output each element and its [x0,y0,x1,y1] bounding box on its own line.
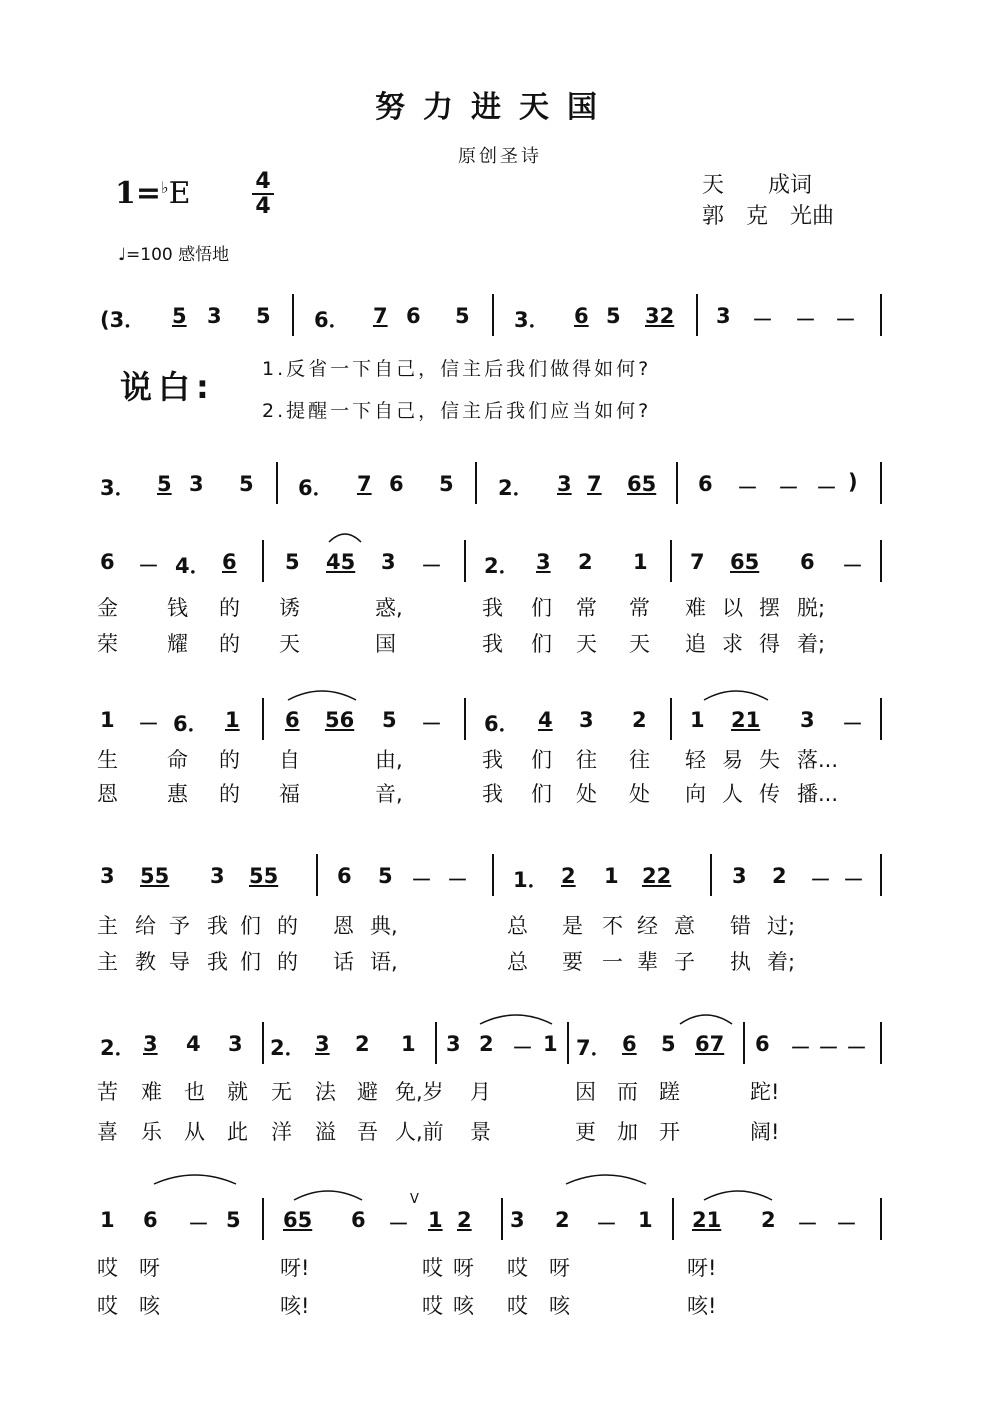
lyric: 哎 [507,1294,528,1318]
lyric: 话 [333,950,354,974]
lyric: 我 [482,748,503,772]
note: 1 [100,708,115,732]
note: 2． [100,1036,136,1060]
note: 65 [627,472,657,496]
note: 67 [695,1032,725,1056]
lyric: 而 [617,1080,638,1104]
dash: － [842,554,863,578]
note: 6 [698,472,713,496]
dash: － [411,868,432,892]
note: 2 [578,550,593,574]
dash: － [835,308,856,332]
composer-credit: 郭 克 光曲 [702,204,835,229]
lyric: 开 [659,1120,680,1144]
note: 1 [543,1032,558,1056]
lyric: 易 [722,748,743,772]
lyric: 以 [722,596,743,620]
lyric: 洋 [271,1120,292,1144]
note: 5 [606,304,621,328]
note: 5 [256,304,271,328]
note: 6 [406,304,421,328]
note: 6 [143,1208,158,1232]
note: 1 [690,708,705,732]
dash: － [842,712,863,736]
lyric: 教 [135,950,156,974]
lyric: 的 [219,748,240,772]
note: 4 [186,1032,201,1056]
lyric: 惠 [167,782,188,806]
note: 21 [731,708,761,732]
lyric: 错 [730,914,751,938]
lyric: 因 [575,1080,596,1104]
note: 6 [574,304,589,328]
lyric: 的 [219,632,240,656]
note: 1． [513,868,549,892]
lyric: 追 [685,632,706,656]
note: 3 [189,472,204,496]
lyric: 加 [617,1120,638,1144]
slur [562,1170,650,1188]
lyric: 常 [576,596,597,620]
note: 6． [314,308,350,332]
lyric: 哎 [422,1294,443,1318]
lyric: 呀! [280,1256,310,1280]
dash: － [421,554,442,578]
lyric: 摆 [759,596,780,620]
lyric: 蹉 [659,1080,680,1104]
note: 1 [633,550,648,574]
speech-label: 说白: [120,368,215,406]
slur [676,1010,736,1028]
lyric: 意 [674,914,695,938]
dash: － [795,308,816,332]
lyric: 传 [759,782,780,806]
note: 5 [172,304,187,328]
lyric: 的 [219,596,240,620]
note: 2． [270,1036,306,1060]
note: 56 [325,708,355,732]
note: 65 [283,1208,313,1232]
tempo-marking: ♩=100 感悟地 [118,245,230,265]
dash: － [596,1212,617,1236]
lyric: 惑, [375,596,403,620]
lyric: 总 [507,950,528,974]
lyric: 福 [279,782,300,806]
note: 1 [100,1208,115,1232]
note: 6 [800,550,815,574]
lyric: 我 [207,950,228,974]
lyric: 呀 [453,1256,474,1280]
lyric: 咳 [549,1294,570,1318]
breath-mark: V [410,1192,419,1207]
lyric: 语, [370,950,398,974]
time-signature: 4 4 [252,170,274,218]
note: 1 [428,1208,443,1232]
song-title: 努力进天国 [375,90,615,125]
lyric: 呀 [549,1256,570,1280]
lyric: 失 [759,748,780,772]
lyric: 无 [271,1080,292,1104]
lyric: 也 [184,1080,205,1104]
dash: － [138,554,159,578]
dash: － [816,476,837,500]
lyric: 哎 [422,1256,443,1280]
lyric: 予 [169,914,190,938]
note: 22 [642,864,672,888]
lyric: 国 [375,632,396,656]
lyric: 天 [576,632,597,656]
dash: － [843,868,864,892]
note: 7 [690,550,705,574]
lyric: 生 [97,748,118,772]
lyric: 给 [135,914,156,938]
lyric: 诱 [279,596,300,620]
lyric: 喜 [97,1120,118,1144]
lyric: 恩 [333,914,354,938]
note: 3 [210,864,225,888]
speech-line-1: 1.反省一下自己，信主后我们做得如何? [262,358,652,380]
note: 3 [716,304,731,328]
note: 5 [285,550,300,574]
note: 6 [222,550,237,574]
lyric: 主 [97,950,118,974]
dash: － [810,868,831,892]
lyric: 着; [767,950,796,974]
lyric: 子 [674,950,695,974]
note: 3． [100,476,136,500]
lyric: 脱; [797,596,826,620]
lyric: 我 [482,782,503,806]
lyric: 往 [629,748,650,772]
note: 2． [498,476,534,500]
note: 6 [285,708,300,732]
lyric: 们 [531,782,552,806]
lyric: 向 [685,782,706,806]
slur [284,686,360,704]
note: 7 [357,472,372,496]
note: 2． [484,554,520,578]
lyric: 免,岁 [395,1080,444,1104]
note: 3 [579,708,594,732]
lyric: 经 [637,914,658,938]
note: 5 [455,304,470,328]
lyric: 就 [227,1080,248,1104]
dash: － [778,476,799,500]
lyric: 我 [482,596,503,620]
lyric: 此 [227,1120,248,1144]
lyric: 难 [141,1080,162,1104]
lyric: 更 [575,1120,596,1144]
lyric: 处 [576,782,597,806]
note: 7 [373,304,388,328]
note: 3 [557,472,572,496]
lyric: 主 [97,914,118,938]
note: 6 [389,472,404,496]
lyric: 呀! [687,1256,717,1280]
subtitle: 原创圣诗 [458,146,542,167]
lyric: 我 [482,632,503,656]
lyric: 乐 [141,1120,162,1144]
note: 3 [800,708,815,732]
lyric: 导 [169,950,190,974]
dash: － [836,1212,857,1236]
lyric: 音, [375,782,403,806]
note: 7 [587,472,602,496]
note: 6 [755,1032,770,1056]
note: 2 [761,1208,776,1232]
note: 5 [382,708,397,732]
key-signature: 1=♭E [115,176,191,211]
note: 6． [298,476,334,500]
lyric: 溢 [315,1120,336,1144]
lyric: 月 [470,1080,491,1104]
lyric: 咳! [280,1294,310,1318]
lyric: 们 [240,914,261,938]
note: 55 [140,864,170,888]
lyric: 往 [576,748,597,772]
lyric: 耀 [167,632,188,656]
lyric: 得 [759,632,780,656]
lyric: 落... [797,748,839,772]
note: 3 [732,864,747,888]
lyric: 景 [470,1120,491,1144]
lyricist-credit: 天 成词 [702,173,813,198]
lyric: 从 [184,1120,205,1144]
lyric: 苦 [97,1080,118,1104]
note: 5 [378,864,393,888]
lyric: 钱 [167,596,188,620]
note: 7． [576,1036,612,1060]
note: 45 [326,550,356,574]
dash: － [188,1212,209,1236]
lyric: 我 [207,914,228,938]
lyric: 典, [370,914,398,938]
note: 3 [381,550,396,574]
note: 21 [692,1208,722,1232]
note: 3 [228,1032,243,1056]
note: 65 [730,550,760,574]
note: 6 [100,550,115,574]
lyric: 天 [279,632,300,656]
lyric: 求 [722,632,743,656]
lyric: 处 [629,782,650,806]
lyric: 们 [240,950,261,974]
note: 2 [355,1032,370,1056]
lyric: 哎 [97,1256,118,1280]
lyric: 播... [797,782,839,806]
lyric: 咳! [687,1294,717,1318]
note: 2 [555,1208,570,1232]
lyric: 哎 [97,1294,118,1318]
lyric: 的 [219,782,240,806]
note: 4． [175,554,211,578]
lyric: 过; [767,914,796,938]
note: 5 [157,472,172,496]
slur [325,528,365,546]
note: 5 [439,472,454,496]
lyric: 人 [722,782,743,806]
note: 6． [173,712,209,736]
dash: － [138,712,159,736]
note: 2 [632,708,647,732]
dash: － [790,1036,811,1060]
speech-line-2: 2.提醒一下自己，信主后我们应当如何? [262,400,652,422]
lyric: 由, [375,748,403,772]
dash: － [752,308,773,332]
lyric: 跎! [750,1080,780,1104]
lyric: 的 [277,914,298,938]
lyric: 避 [357,1080,378,1104]
lyric: 人,前 [395,1120,444,1144]
dash: － [818,1036,839,1060]
note: 3 [315,1032,330,1056]
lyric: 一 [602,950,623,974]
dash: － [512,1036,533,1060]
lyric: 执 [730,950,751,974]
note: 3 [446,1032,461,1056]
lyric: 不 [602,914,623,938]
lyric: 总 [507,914,528,938]
note: 5 [239,472,254,496]
lyric: 咳 [139,1294,160,1318]
paren: ) [848,470,858,494]
note: 6 [622,1032,637,1056]
note: 32 [645,304,675,328]
note: 2 [772,864,787,888]
lyric: 咳 [453,1294,474,1318]
dash: － [447,868,468,892]
note: 2 [561,864,576,888]
lyric: 吾 [357,1120,378,1144]
note: 5 [226,1208,241,1232]
lyric: 是 [562,914,583,938]
note: 6 [351,1208,366,1232]
note: 3 [207,304,222,328]
dash: － [846,1036,867,1060]
note: 1 [401,1032,416,1056]
lyric: 辈 [637,950,658,974]
note: (3． [100,308,146,332]
dash: － [737,476,758,500]
note: 2 [479,1032,494,1056]
note: 5 [661,1032,676,1056]
note: 3． [514,308,550,332]
lyric: 恩 [97,782,118,806]
note: 1 [604,864,619,888]
lyric: 的 [277,950,298,974]
lyric: 阔! [750,1120,780,1144]
slur [290,1186,366,1204]
lyric: 呀 [139,1256,160,1280]
lyric: 们 [531,632,552,656]
lyric: 天 [629,632,650,656]
note: 1 [638,1208,653,1232]
lyric: 要 [562,950,583,974]
slur [150,1170,240,1188]
note: 55 [249,864,279,888]
dash: － [797,1212,818,1236]
lyric: 命 [167,748,188,772]
lyric: 们 [531,596,552,620]
note: 3 [100,864,115,888]
note: 1 [225,708,240,732]
lyric: 哎 [507,1256,528,1280]
lyric: 们 [531,748,552,772]
slur [700,686,772,704]
lyric: 着; [797,632,826,656]
lyric: 法 [315,1080,336,1104]
lyric: 荣 [97,632,118,656]
dash: － [388,1212,409,1236]
note: 3 [536,550,551,574]
note: 6． [484,712,520,736]
note: 3 [143,1032,158,1056]
note: 2 [457,1208,472,1232]
lyric: 难 [685,596,706,620]
dash: － [421,712,442,736]
lyric: 轻 [685,748,706,772]
note: 6 [337,864,352,888]
note: 3 [510,1208,525,1232]
tie [476,1010,556,1028]
lyric: 自 [279,748,300,772]
slur [700,1186,776,1204]
lyric: 金 [97,596,118,620]
lyric: 常 [629,596,650,620]
note: 4 [538,708,553,732]
